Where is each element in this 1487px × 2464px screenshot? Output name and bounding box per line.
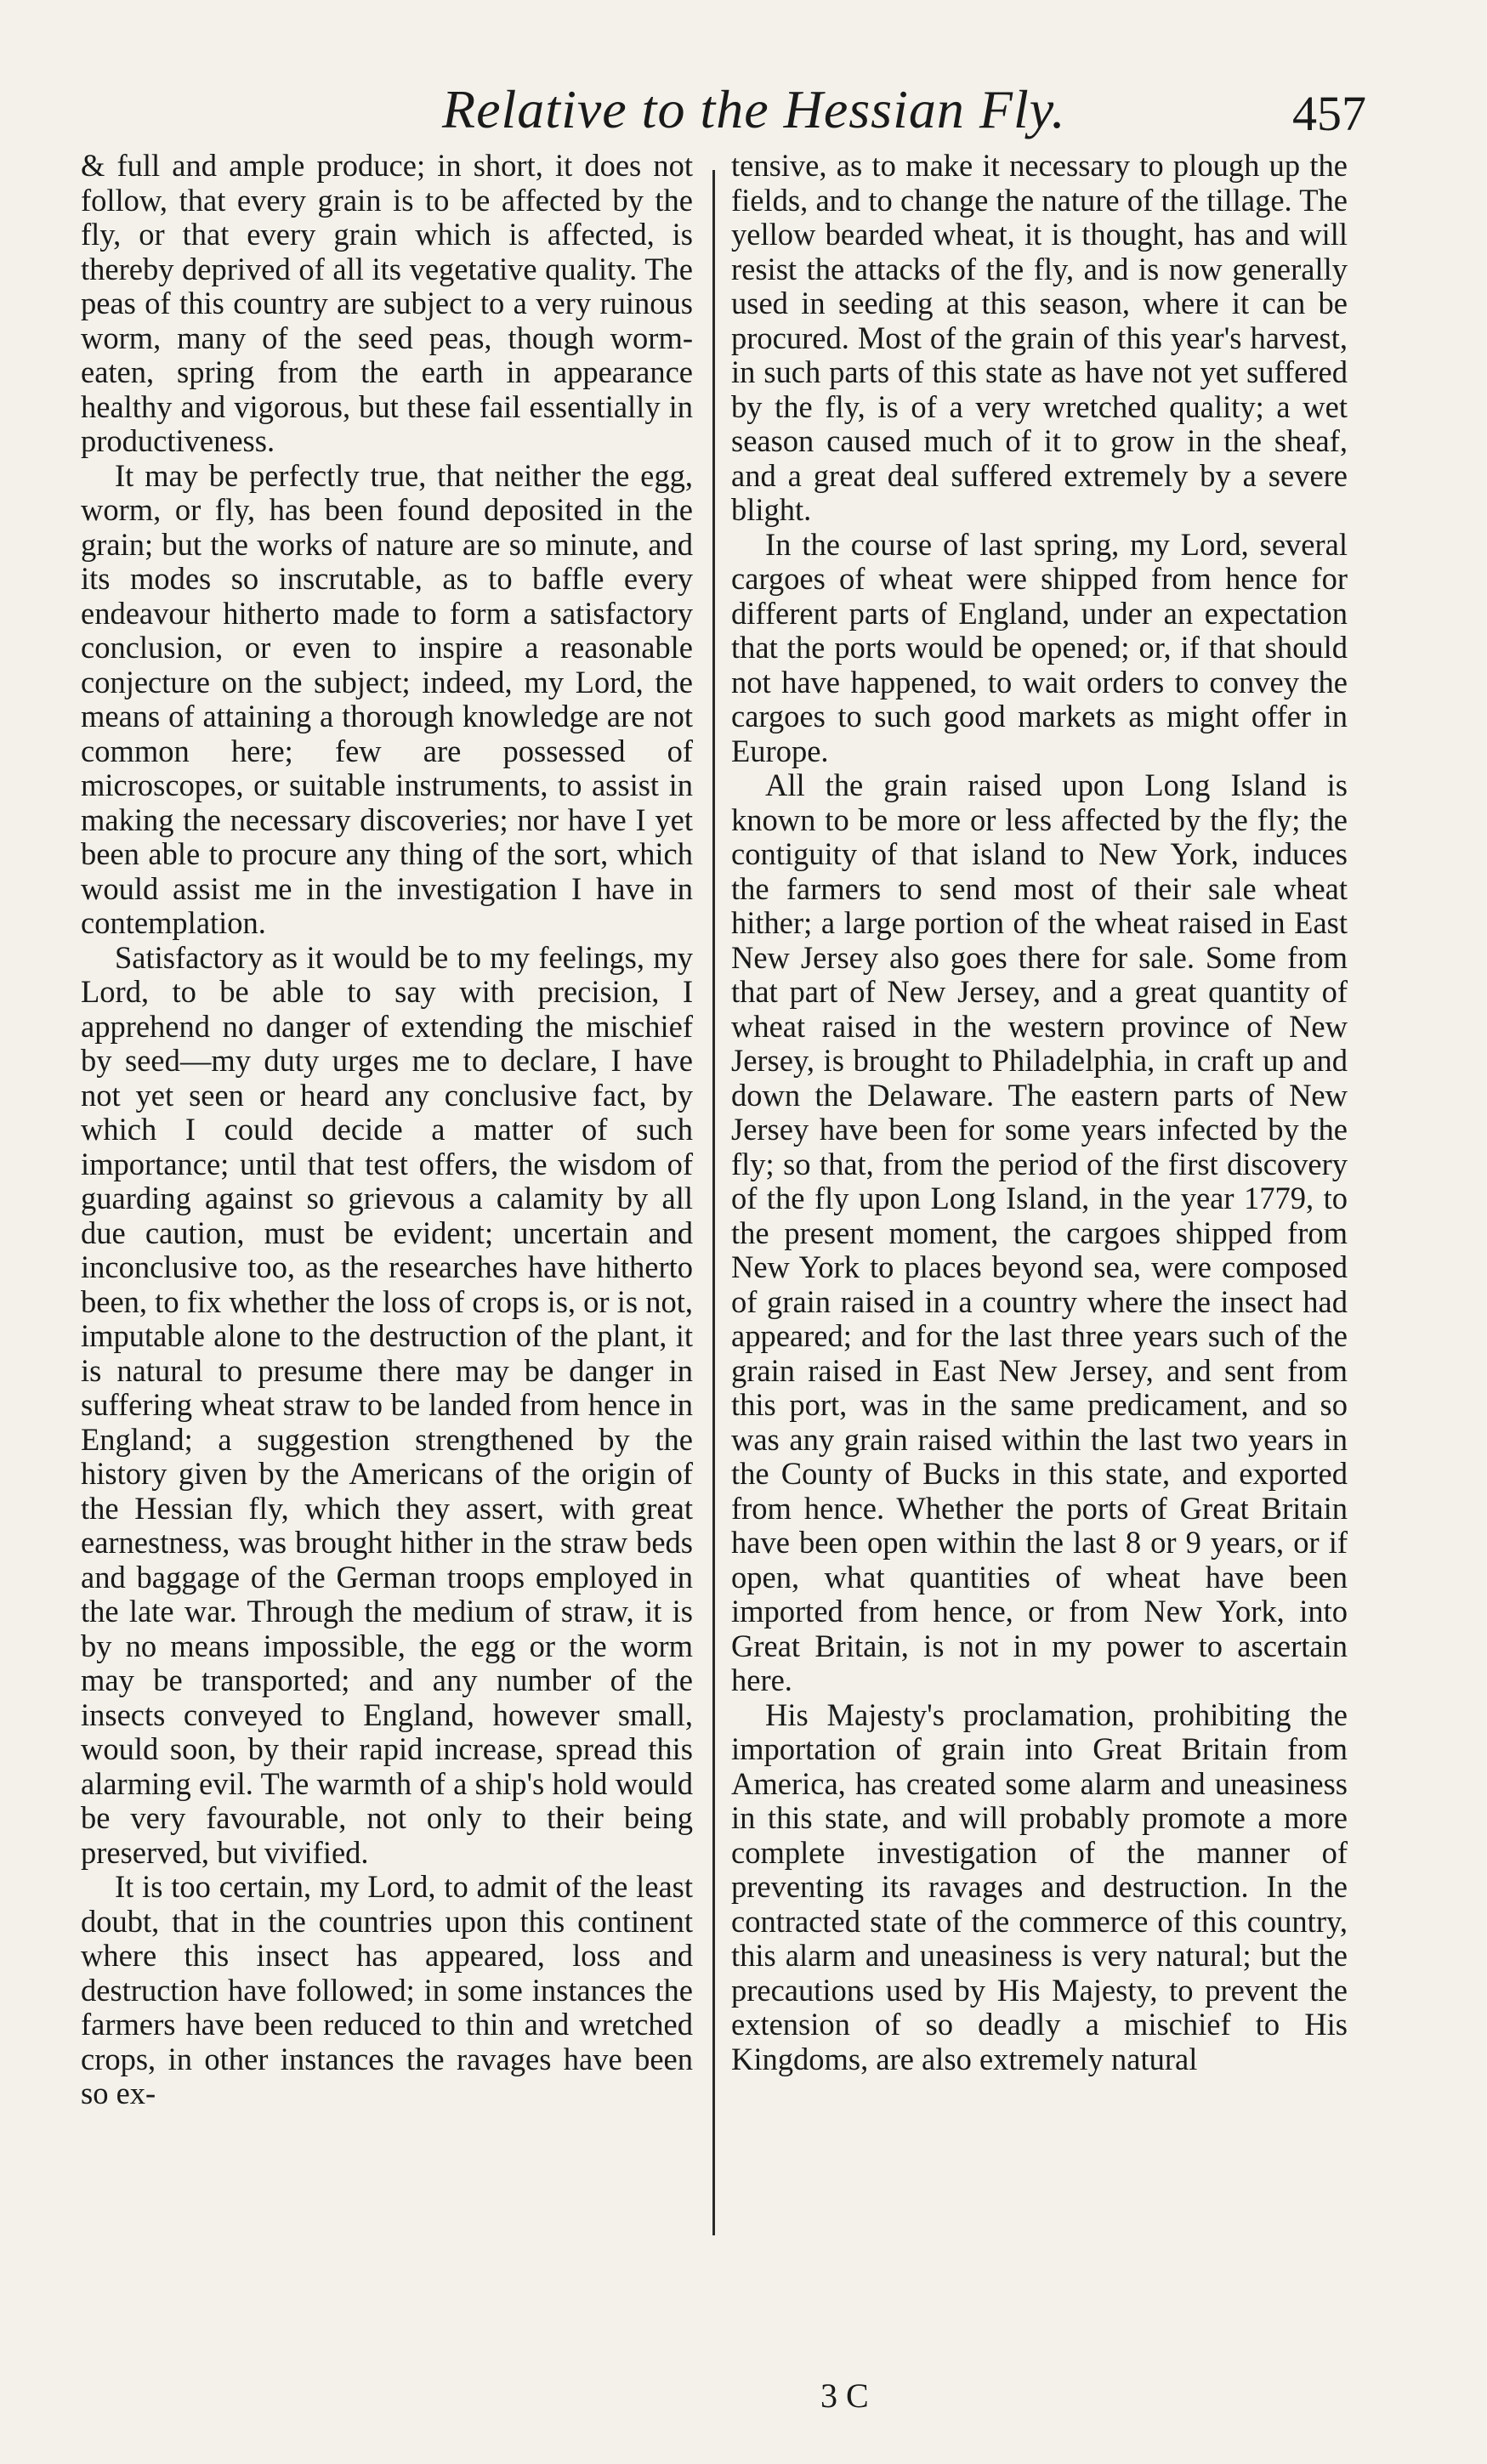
paragraph: All the grain raised upon Long Island is known to be more or less affected by the fly; the contiguity of that island to New York, induces the farmers to send most of their sale wheat hither; a large portion of the wheat raised in East New Jersey also goes there for sale. Some from that part of New Jersey, and a great quantity of wheat raised in the western province of New Jersey, is brought to Philadelphia, in craft up and down the Delaware. The eastern parts of New Jersey have been for some years infected by the fly; so that, from the period of the first discovery of the fly upon Long Island, in the year 1779, to the present moment, the cargoes shipped from New York to places beyond sea, were composed of grain raised in a country where the insect had appeared; and for the last three years such of the grain raised in East New Jersey, and sent from this port, was in the same predicament, and so was any grain raised within the last two years in the County of Bucks in this state, and exported from hence. Whether the ports of Great Britain have been open within the last 8 or 9 years, or if open, what quantities of wheat have been imported from hence, or from New York, into Great Britain, is not in my power to ascertain here.	[731, 768, 1348, 1697]
right-column	[731, 149, 1348, 2076]
paragraph: tensive, as to make it necessary to plough up the fields, and to change the nature of the tillage. The yellow bearded wheat, it is thought, has and will resist the attacks of the fly, and is now generally used in seeding at this season, where it can be procured. Most of the grain of this year's harvest, in such parts of this state as have not yet suffered by the fly, is of a very wretched quality; a wet season caused much of it to grow in the sheaf, and a great deal suffered extremely by a severe blight.	[731, 148, 1348, 527]
left-column	[81, 149, 693, 2111]
paragraph: Satisfactory as it would be to my feelings, my Lord, to be able to say with precision, I apprehend no danger of extending the mischief by seed—my duty urges me to declare, I have not yet seen or heard any conclusive fact, by which I could decide a matter of such importance; until that test offers, the wisdom of guarding against so grievous a calamity by all due caution, must be evident; uncertain and inconclusive too, as the researches have hitherto been, to fix whether the loss of crops is, or is not, imputable alone to the destruction of the plant, it is natural to presume there may be danger in suffering wheat straw to be landed from hence in England; a suggestion strengthened by the history given by the Americans of the origin of the Hessian fly, which they assert, with great earnestness, was brought hither in the straw beds and baggage of the German troops employed in the late war. Through the medium of straw, it is by no means impossible, the egg or the worm may be transported; and any number of the insects conveyed to England, however small, would soon, by their rapid increase, spread this alarming evil. The warmth of a ship's hold would be very favourable, not only to their being preserved, but vivified.	[81, 939, 693, 1870]
paragraph: In the course of last spring, my Lord, several cargoes of wheat were shipped from hence for different parts of England, under an expectation that the ports would be opened; or, if that should not have happened, to wait orders to convey the cargoes to such good markets as might offer in Europe.	[731, 526, 1348, 768]
paragraph: It is too certain, my Lord, to admit of the least doubt, that in the countries upon this continent where this insect has appeared, loss and destruction have followed; in some instances the farmers have been reduced to thin and wretched crops, in other instances the ravages have been so ex-	[81, 1869, 693, 2110]
signature-mark: 3 C	[820, 2376, 869, 2415]
column-divider	[712, 170, 715, 2235]
paragraph: His Majesty's proclamation, prohibiting the importation of grain into Great Britain from America, has created some alarm and uneasiness in this state, and will probably promote a more complete investigation of the manner of preventing its ravages and destruction. In the contracted state of the commerce of this country, this alarm and uneasiness is very natural; but the precautions used by His Majesty, to prevent the extension of so deadly a mischief to His Kingdoms, are also extremely natural	[731, 1696, 1348, 2076]
paragraph: & full and ample produce; in short, it does not follow, that every grain is to be affected by the fly, or that every grain which is affected, is thereby deprived of all its vegetative quality. The peas of this country are subject to a very ruinous worm, many of the seed peas, though worm-eaten, spring from the earth in appearance healthy and vigorous, but these fail essentially in productiveness.	[81, 148, 693, 458]
running-title: Relative to the Hessian Fly.	[442, 79, 1066, 139]
page-number: 457	[1292, 86, 1366, 141]
paragraph: It may be perfectly true, that neither the egg, worm, or fly, has been found deposited in the grain; but the works of nature are so minute, and its modes so inscrutable, as to baffle every endeavour hitherto made to form a satisfactory conclusion, or even to inspire a reasonable conjecture on the subject; indeed, my Lord, the means of attaining a thorough knowledge are not common here; few are possessed of microscopes, or suitable instruments, to assist in making the necessary discoveries; nor have I yet been able to procure any thing of the sort, which would assist me in the investigation I have in contemplation.	[81, 457, 693, 940]
